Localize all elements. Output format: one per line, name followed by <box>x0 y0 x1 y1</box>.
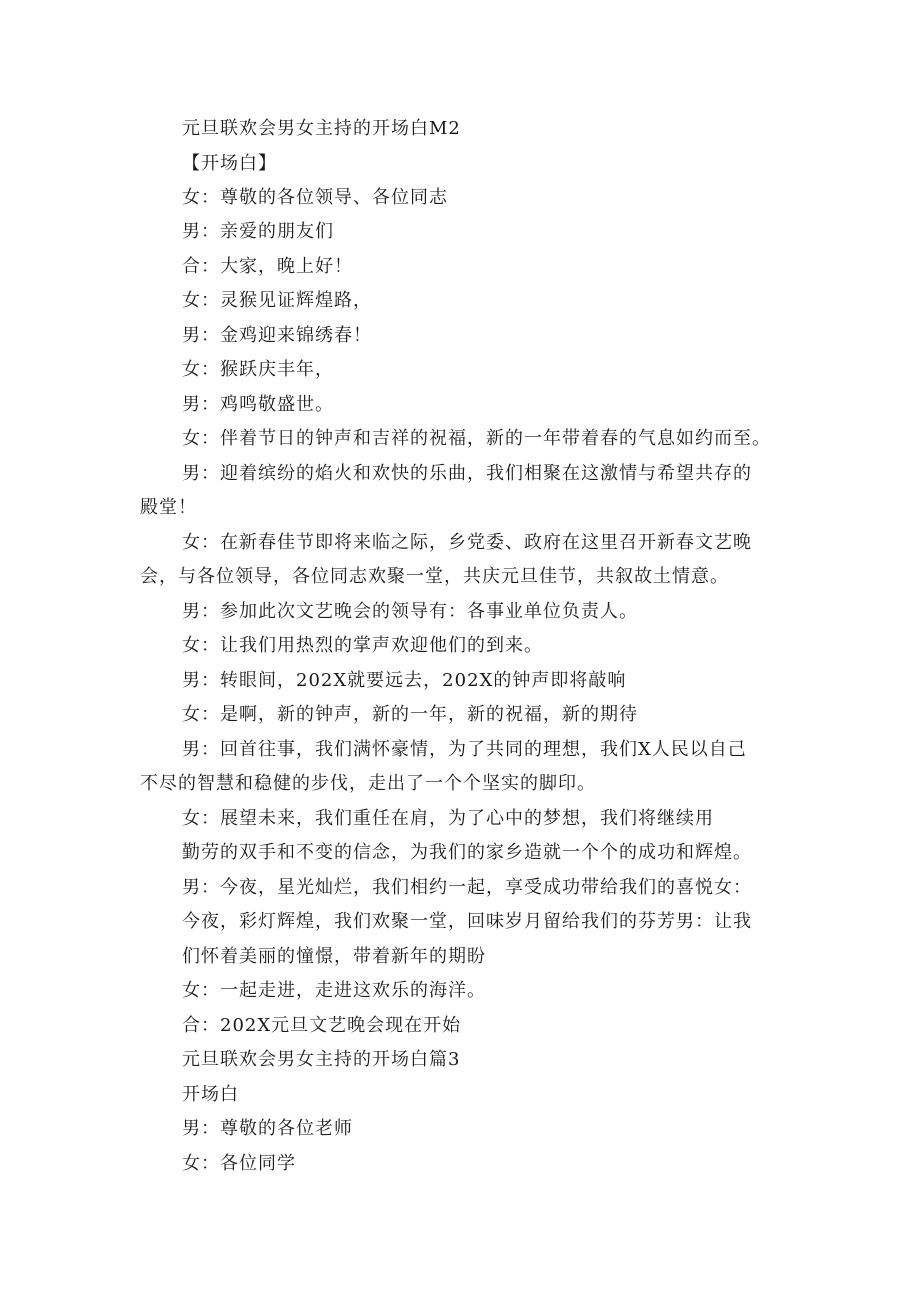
text-line: 合：大家，晚上好！ <box>182 256 353 277</box>
section-heading: 【开场白】 <box>182 153 277 174</box>
text-line: 会，与各位领导，各位同志欢聚一堂，共庆元旦佳节，共叙故土情意。 <box>140 566 729 587</box>
text-line: 女：在新春佳节即将来临之际，乡党委、政府在这里召开新春文艺晚 <box>182 532 752 553</box>
text-line: 男：亲爱的朋友们 <box>182 221 334 242</box>
text-line: 今夜，彩灯辉煌，我们欢聚一堂，回味岁月留给我们的芬芳男：让我 <box>182 911 752 932</box>
section-title-line: 元旦联欢会男女主持的开场白篇3 <box>182 1049 461 1070</box>
text-line: 不尽的智慧和稳健的步伐，走出了一个个坚实的脚印。 <box>140 773 596 794</box>
text-line: 男：尊敬的各位老师 <box>182 1118 353 1139</box>
section-heading: 开场白 <box>182 1084 239 1105</box>
text-line: 男：今夜，星光灿烂，我们相约一起，享受成功带给我们的喜悦女： <box>182 877 752 898</box>
text-line: 男：迎着缤纷的焰火和欢快的乐曲，我们相聚在这激情与希望共存的 <box>182 463 752 484</box>
text-line: 女：猴跃庆丰年， <box>182 359 334 380</box>
text-line: 勤劳的双手和不变的信念，为我们的家乡造就一个个的成功和辉煌。 <box>182 842 752 863</box>
text-line: 女：灵猴见证辉煌路， <box>182 290 372 311</box>
text-line: 男：金鸡迎来锦绣春！ <box>182 325 372 346</box>
text-line: 女：让我们用热烈的掌声欢迎他们的到来。 <box>182 635 543 656</box>
title-line: 元旦联欢会男女主持的开场白M2 <box>182 118 461 139</box>
text-line: 殿堂！ <box>140 497 197 518</box>
text-line: 女：是啊，新的钟声，新的一年，新的祝福，新的期待 <box>182 704 638 725</box>
text-line: 男：鸡鸣敬盛世。 <box>182 394 334 415</box>
text-line: 女：一起走进，走进这欢乐的海洋。 <box>182 980 486 1001</box>
text-line: 女：各位同学 <box>182 1153 296 1174</box>
text-line: 男：回首往事，我们满怀豪情，为了共同的理想，我们X人民以自己 <box>182 739 747 760</box>
text-line: 们怀着美丽的憧憬，带着新年的期盼 <box>182 946 486 967</box>
text-line: 男：参加此次文艺晚会的领导有：各事业单位负责人。 <box>182 601 638 622</box>
text-line: 女：伴着节日的钟声和吉祥的祝福，新的一年带着春的气息如约而至。 <box>182 428 771 449</box>
text-line: 女：尊敬的各位领导、各位同志 <box>182 187 448 208</box>
text-line: 男：转眼间，202X就要远去，202X的钟声即将敲响 <box>182 670 627 691</box>
text-line: 女：展望未来，我们重任在肩，为了心中的梦想，我们将继续用 <box>182 808 714 829</box>
text-line: 合：202X元旦文艺晚会现在开始 <box>182 1015 462 1036</box>
